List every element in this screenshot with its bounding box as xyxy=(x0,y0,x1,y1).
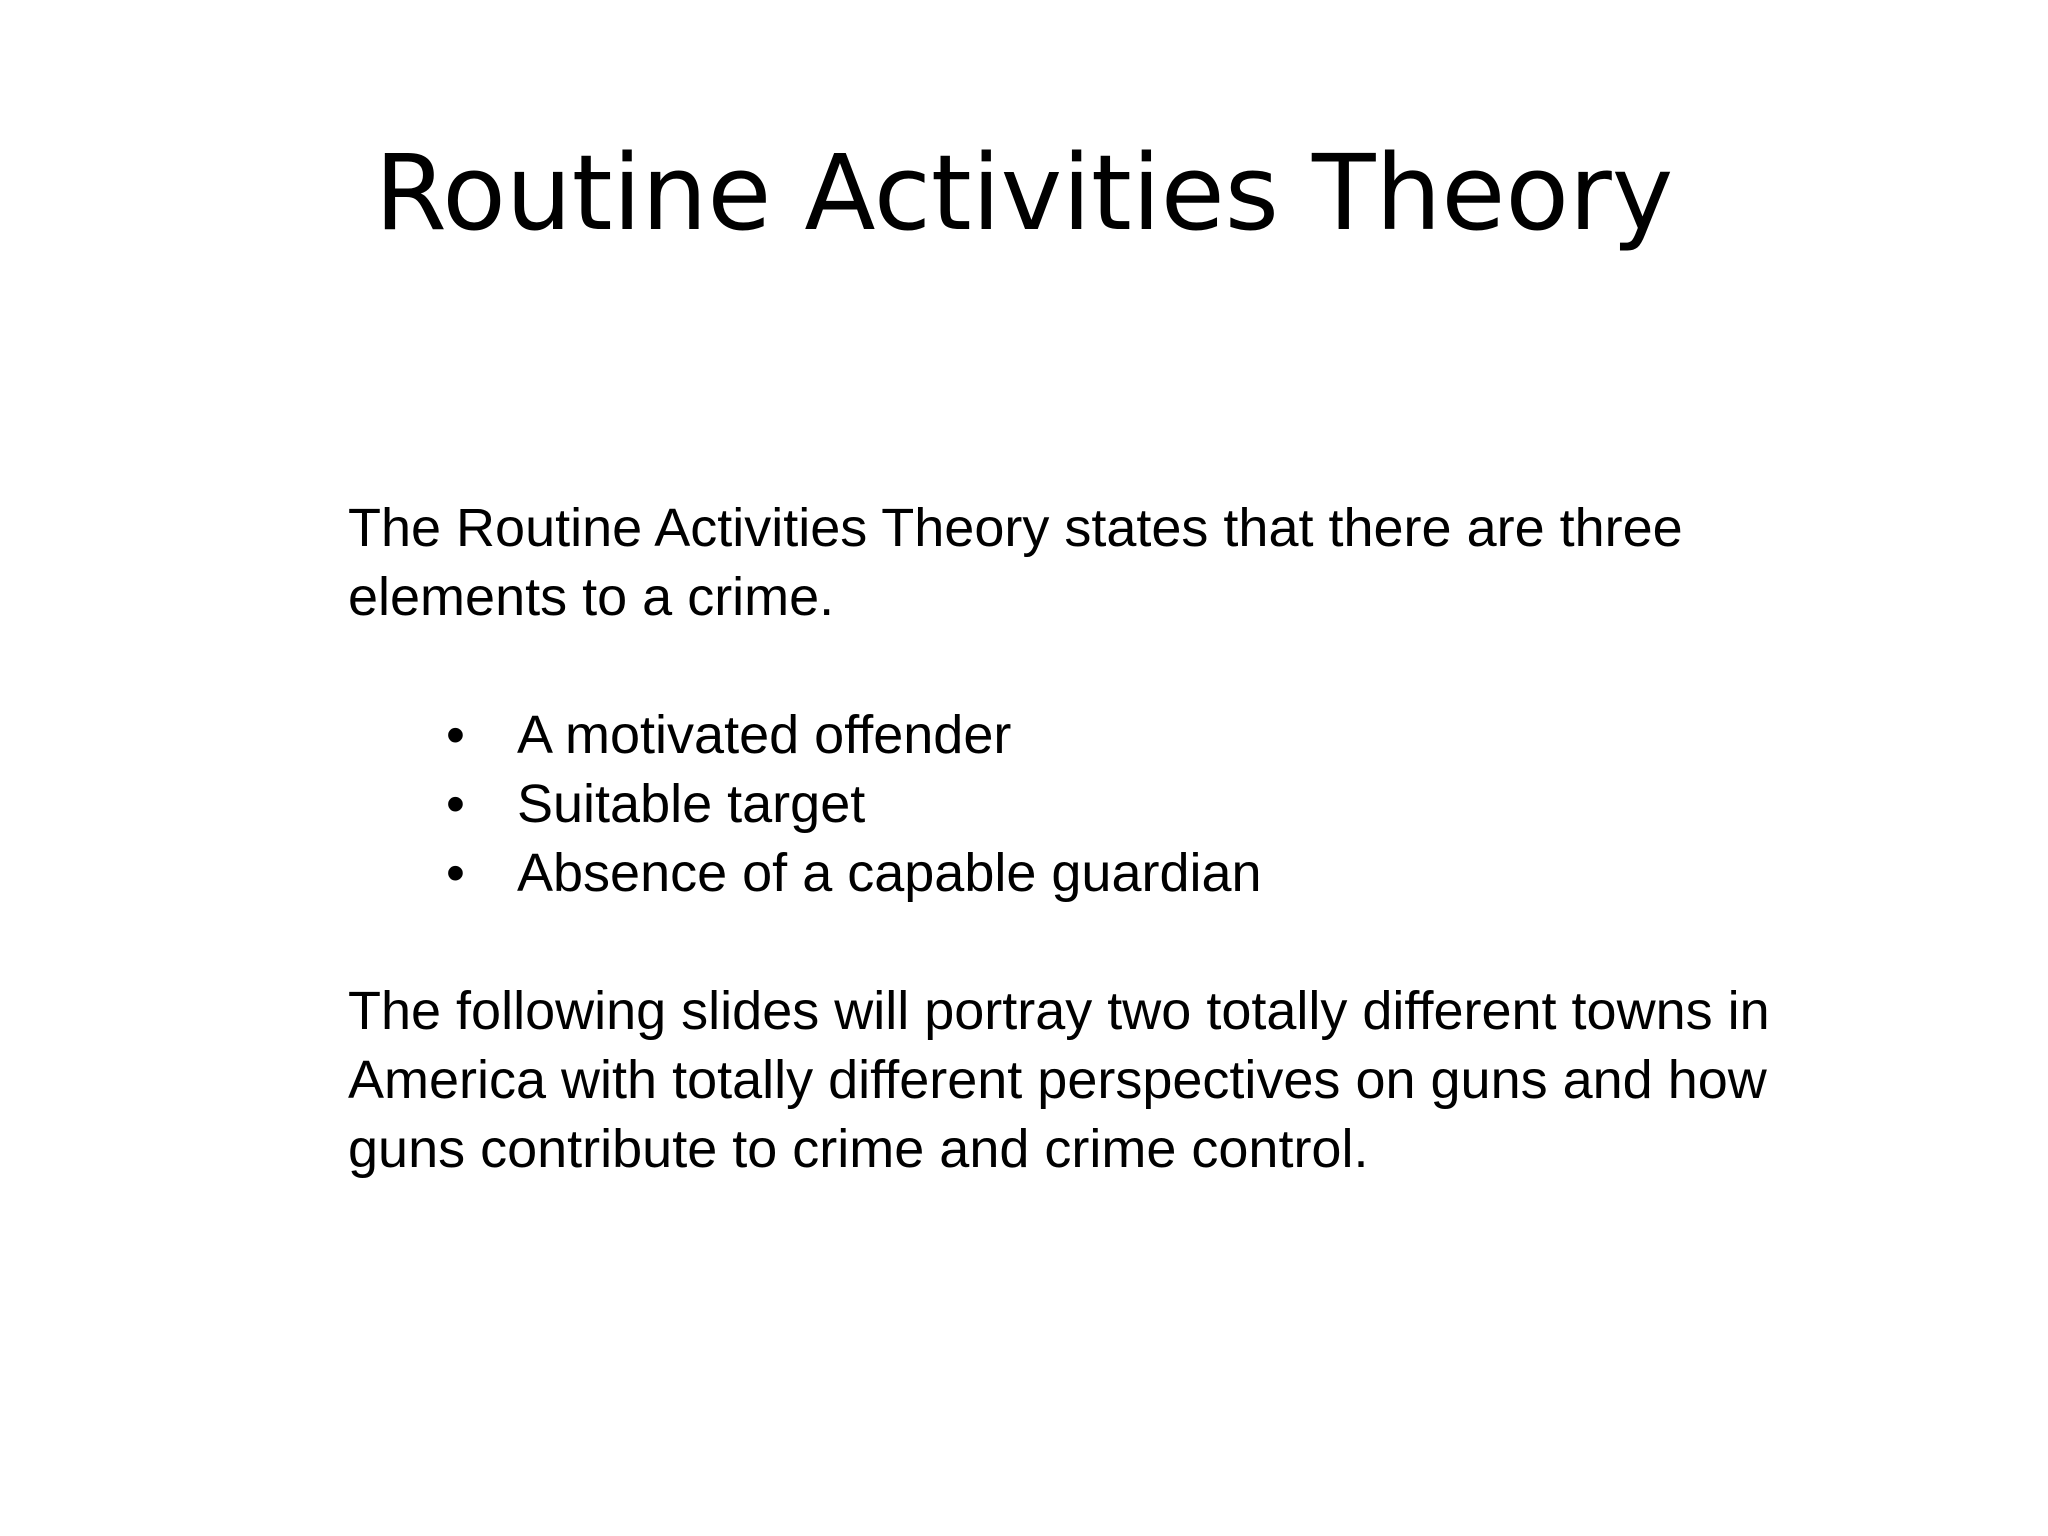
list-item xyxy=(348,701,1788,770)
closing-paragraph: The following slides will portray two totally different towns in America with totally different perspectives on guns and how guns contribute to crime and crime control. xyxy=(348,981,1770,1179)
slide-title: Routine Activities Theory xyxy=(374,132,1674,254)
intro-paragraph: The Routine Activities Theory states that there are three elements to a crime. xyxy=(348,498,1683,627)
bullet-icon: • xyxy=(446,843,465,903)
bullet-icon: • xyxy=(446,705,465,765)
bullet-list xyxy=(348,701,1788,908)
list-item xyxy=(348,839,1788,908)
bullet-text: A motivated offender xyxy=(517,705,1012,765)
bullet-text: Absence of a capable guardian xyxy=(517,843,1262,903)
slide-body xyxy=(348,494,1788,1184)
bullet-text: Suitable target xyxy=(517,774,866,834)
bullet-icon: • xyxy=(446,774,465,834)
list-item xyxy=(348,770,1788,839)
